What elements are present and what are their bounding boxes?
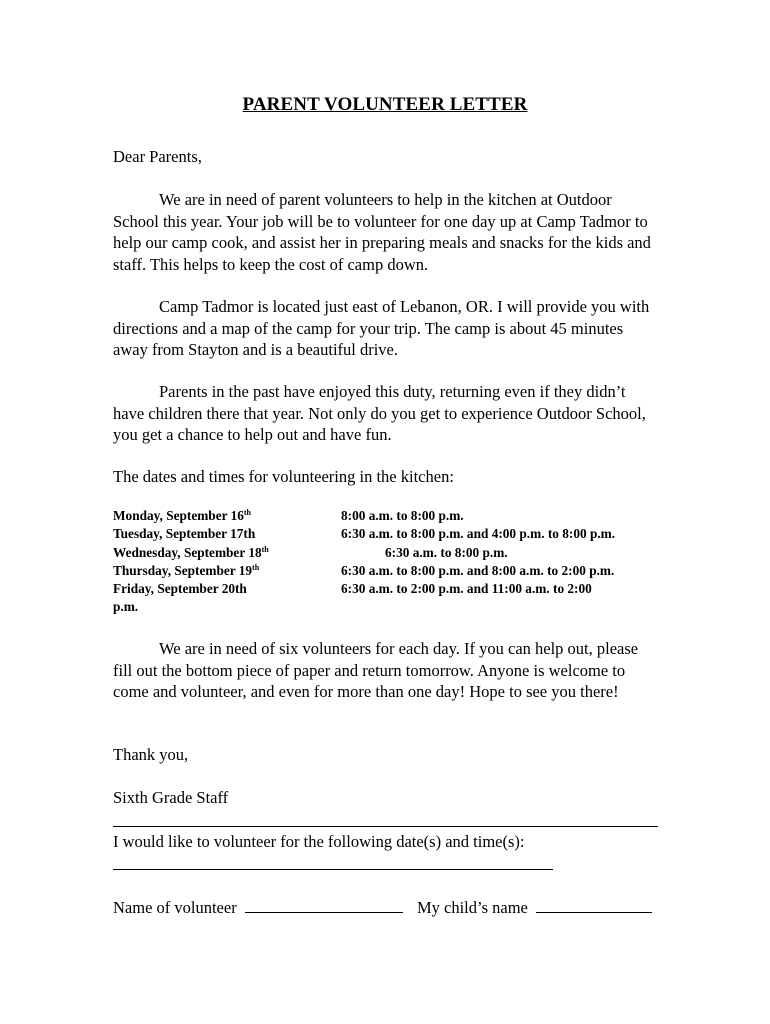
schedule-time: 8:00 a.m. to 8:00 p.m. [341,508,464,523]
schedule-intro: The dates and times for volunteering in the kitchen: [113,467,454,486]
schedule-row [113,562,673,580]
paragraph-past-parents: Parents in the past have enjoyed this duty, returning even if they didn’t have children there that year. Not only do you get to experience Outdoor School, you get a chance to help out and have fun. [113,382,646,444]
schedule-day: Thursday, September 19 [113,562,253,578]
schedule-time: 6:30 a.m. to 8:00 p.m. and 8:00 a.m. to 2:00 p.m. [341,562,615,578]
schedule-row [113,580,673,598]
paragraph-intro: We are in need of parent volunteers to help in the kitchen at Outdoor School this year. Your job will be to volunteer for one day up at Camp Tadmor to help our camp cook, and assist her in preparing meals and snacks for the kids and staff. This helps to keep the cost of camp down. [113,190,651,274]
schedule-list [113,507,673,617]
schedule-time: 6:30 a.m. to 2:00 p.m. and 11:00 a.m. to 2:00 [341,581,592,597]
dates-times-blank[interactable] [113,869,553,870]
form-prompt: I would like to volunteer for the following date(s) and time(s): [113,832,525,851]
schedule-day: Friday, September 20th [113,581,247,597]
name-fields-row [113,896,658,919]
schedule-time: 6:30 a.m. to 8:00 p.m. [385,544,508,560]
schedule-row-continuation [113,598,673,616]
schedule-day: Tuesday, September 17th [113,526,256,542]
paragraph-need-volunteers: We are in need of six volunteers for each day. If you can help out, please fill out the bottom piece of paper and return tomorrow. Anyone is welcome to come and volunteer, and even for more than one day! Hope to see you there! [113,639,639,701]
schedule-row [113,507,673,525]
sign-off: Thank you, [113,745,189,764]
schedule-day: Monday, September 16 [113,508,244,523]
schedule-time: 6:30 a.m. to 8:00 p.m. and 4:00 p.m. to 8:00 p.m. [341,526,616,542]
cut-line-divider [113,826,658,827]
ordinal-suffix: th [261,544,269,554]
child-name-blank[interactable] [536,896,652,913]
greeting: Dear Parents, [113,147,202,166]
schedule-row [113,544,673,562]
ordinal-suffix: th [252,562,260,572]
schedule-time-continuation: p.m. [113,599,139,615]
volunteer-name-blank[interactable] [245,896,403,913]
child-name-label: My child’s name [416,898,528,917]
ordinal-suffix: th [243,508,252,517]
volunteer-name-label: Name of volunteer [113,898,237,917]
paragraph-location: Camp Tadmor is located just east of Lebanon, OR. I will provide you with directions and a map of the camp for your trip. The camp is about 45 minutes away from Stayton and is a beautiful drive. [113,297,650,359]
schedule-day: Wednesday, September 18 [113,544,262,560]
page-title: PARENT VOLUNTEER LETTER [242,94,528,115]
schedule-row [113,525,673,543]
signature: Sixth Grade Staff [113,788,229,807]
